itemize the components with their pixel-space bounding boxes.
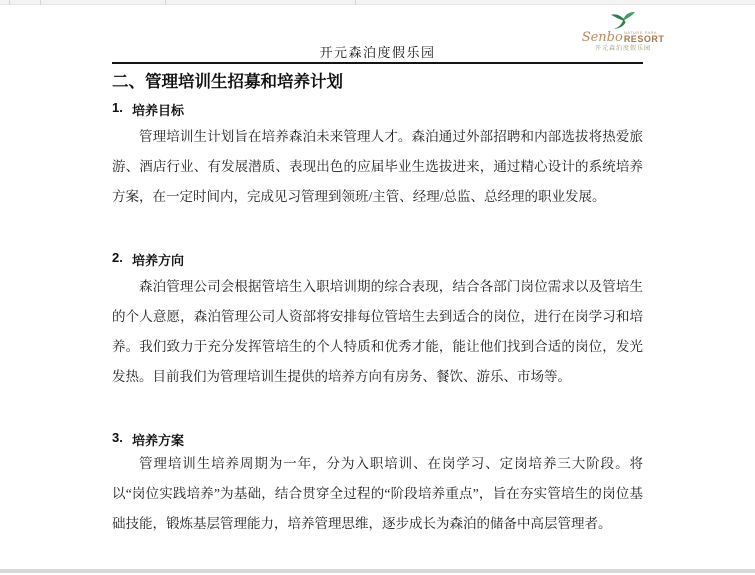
document-header-title: 开元森泊度假乐园	[319, 45, 436, 60]
chrome-tick	[9, 0, 10, 5]
section-1-heading	[112, 100, 643, 119]
top-chrome-bar	[0, 0, 755, 5]
brand-row	[583, 31, 663, 44]
section-number: 2.	[112, 250, 123, 265]
section-2-heading	[112, 250, 643, 269]
section-3-paragraph: 管理培训生培养周期为一年，分为入职培训、在岗学习、定岗培养三大阶段。将以“岗位实践培养”为基础，结合贯穿全过程的“阶段培养重点”，旨在夯实管培生的岗位基础技能，锻炼基层管理能力，培养管理思维，逐步成长为森泊的储备中高层管理者。	[112, 456, 643, 531]
section-number: 1.	[112, 100, 123, 115]
section-number: 3.	[112, 430, 123, 445]
senbo-resort-logo	[583, 11, 663, 52]
brand-script-text: Senbo	[581, 30, 623, 45]
section-title: 培养目标	[132, 103, 185, 118]
bottom-chrome-bar	[0, 569, 755, 573]
document-main-heading: 二、管理培训生招募和培养计划	[112, 73, 343, 91]
section-1-paragraph: 管理培训生计划旨在培养森泊未来管理人才。森泊通过外部招聘和内部选拔将热爱旅游、酒店行业、有发展潜质、表现出色的应届毕业生选拔进来，通过精心设计的系统培养方案，在一定时间内，完成见习管理到领班/主管、经理/总监、总经理的职业发展。	[112, 129, 643, 204]
logo-subtitle: 开元森泊度假乐园	[594, 46, 651, 52]
bird-icon	[610, 11, 636, 30]
brand-tagline: NATURE PARK	[623, 30, 658, 35]
brand-caps-text: RESORT	[623, 34, 665, 44]
chrome-tick	[355, 0, 356, 5]
section-3-heading	[112, 430, 643, 449]
section-title: 培养方案	[132, 433, 185, 448]
header-divider-line	[112, 62, 643, 64]
section-2-paragraph: 森泊管理公司会根据管培生入职培训期的综合表现，结合各部门岗位需求以及管培生的个人意愿，森泊管理公司人资部将安排每位管培生去到适合的岗位，进行在岗学习和培养。我们致力于充分发挥管培生的个人特质和优秀才能，能让他们找到合适的岗位，发光发热。目前我们为管理培训生提供的培养方向有房务、餐饮、游乐、市场等。	[112, 279, 643, 384]
chrome-tick	[165, 0, 166, 5]
section-title: 培养方向	[132, 253, 185, 268]
chrome-tick	[40, 0, 41, 5]
